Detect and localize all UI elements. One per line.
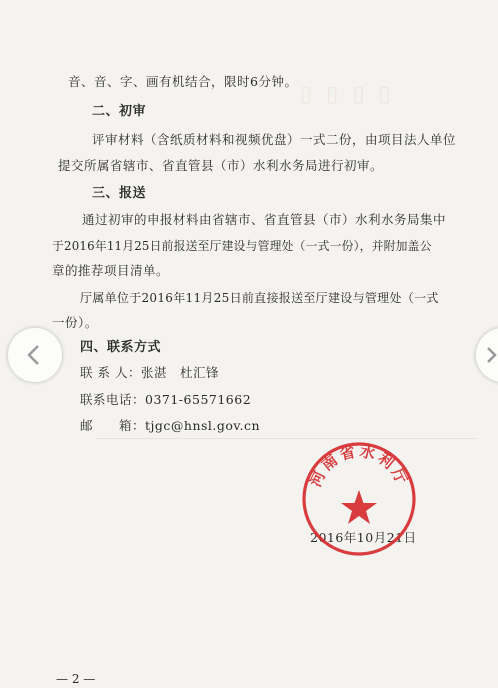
previous-page-button[interactable] xyxy=(8,328,62,382)
bleed-through: ▯▯▯▯ xyxy=(300,82,405,107)
section-heading: 四、联系方式 xyxy=(80,340,162,355)
body-line: 于2016年11月25日前报送至厅建设与管理处（一式一份），并附加盖公 xyxy=(52,239,432,253)
body-line: 音、音、字、画有机结合，限时6分钟。 xyxy=(68,74,298,89)
body-line: 一份）。 xyxy=(52,315,98,330)
contact-phone: 联系电话：0371-65571662 xyxy=(80,392,252,407)
body-line: 厅属单位于2016年11月25日前直接报送至厅建设与管理处（一式 xyxy=(80,291,439,305)
seal-text: 河南省水利厅 xyxy=(306,442,412,490)
official-seal xyxy=(300,440,418,558)
contact-person: 联 系 人：张湛 杜汇锋 xyxy=(80,365,219,380)
bleed-rule xyxy=(96,438,478,439)
contact-email: 邮 箱：tjgc@hnsl.gov.cn xyxy=(80,418,261,433)
body-line: 通过初审的申报材料由省辖市、省直管县（市）水利水务局集中 xyxy=(82,212,447,227)
chevron-left-icon xyxy=(20,340,50,370)
document-date: 2016年10月21日 xyxy=(310,530,417,545)
section-heading: 三、报送 xyxy=(92,186,147,201)
body-line: 提交所属省辖市、省直管县（市）水利水务局进行初审。 xyxy=(58,158,384,173)
chevron-right-icon xyxy=(484,340,498,370)
page-number: — 2 — xyxy=(56,672,96,686)
body-line: 章的推荐项目清单。 xyxy=(52,263,170,278)
svg-text:河南省水利厅 xyxy=(306,442,411,489)
body-line: 评审材料（含纸质材料和视频优盘）一式二份，由项目法人单位 xyxy=(92,132,457,147)
section-heading: 二、初审 xyxy=(92,104,147,119)
